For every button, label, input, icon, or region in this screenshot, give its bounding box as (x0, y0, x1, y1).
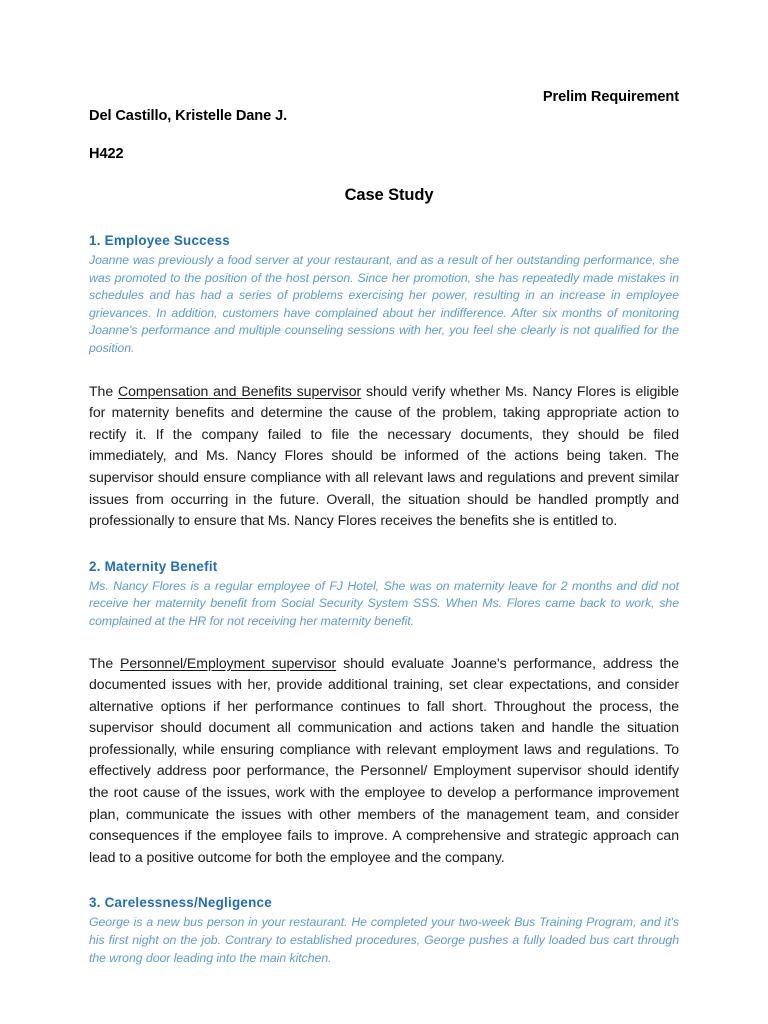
document-content (89, 88, 679, 967)
section-heading-1: 1. Employee Success (89, 233, 230, 248)
page-title: Case Study (344, 186, 434, 204)
section-scenario-2: Ms. Nancy Flores is a regular employee of FJ Hotel, She was on maternity leave for 2 months and did not receive her maternity benefit from Social Security System SSS. When Ms. Flores came back to work, she complained at the HR for not receiving her maternity benefit. (89, 578, 679, 628)
section-response-1 (89, 381, 679, 532)
section-heading-3: 3. Carelessness/Negligence (89, 895, 272, 911)
author-name: Del Castillo, Kristelle Dane J. (89, 108, 288, 124)
section-1 (89, 232, 679, 532)
section-scenario-1: Joanne was previously a food server at your restaurant, and as a result of her outstanding performance, she was promoted to the position of the host person. Since her promotion, she has repeatedly made mistakes in schedules and has had a series of problems exercising her power, resulting in an increase in employee grievances. In addition, customers have complained about her indifference. After six months of monitoring Joanne's performance and multiple counseling sessions with her, you feel she clearly is not qualified for the position. (89, 253, 679, 355)
response-rest-1: should verify whether Ms. Nancy Flores is eligible for maternity benefits and determine the cause of the problem, taking appropriate action to rectify it. If the company failed to file the necessary documents, they should be filed immediately, and Ms. Nancy Flores should be informed of the actions being taken. The supervisor should ensure compliance with all relevant laws and regulations and prevent similar issues from occurring in the future. Overall, the situation should be handled promptly and professionally to ensure that Ms. Nancy Flores receives the benefits she is entitled to. (89, 382, 679, 529)
section-scenario-3: George is a new bus person in your restaurant. He completed your two-week Bus Training Program, and it's his first night on the job. Contrary to established procedures, George pushes a fully loaded bus cart through the wrong door leading into the main kitchen. (89, 915, 679, 965)
section-3 (89, 894, 679, 967)
header-row (89, 88, 679, 183)
author-block (89, 88, 287, 183)
section-heading-2: 2. Maternity Benefit (89, 558, 218, 574)
requirement-label: Prelim Requirement (542, 89, 679, 105)
section-response-2 (89, 653, 679, 869)
document-header (89, 88, 679, 206)
response-lead-2: The (89, 654, 121, 671)
author-course-code: H422 (89, 146, 124, 162)
response-emphasis-2: Personnel/Employment supervisor (120, 654, 337, 671)
response-lead-1: The (89, 382, 118, 399)
section-2 (89, 558, 679, 869)
response-emphasis-1: Compensation and Benefits supervisor (117, 382, 362, 399)
response-rest-2: should evaluate Joanne's performance, address the documented issues with her, provide additional training, set clear expectations, and consider alternative options if her performance continues to fall short. Throughout the process, the supervisor should document all communication and actions taken and handle the situation professionally, while ensuring compliance with relevant employment laws and regulations. To effectively address poor performance, the Personnel/ Employment supervisor should identify the root cause of the issues, work with the employee to develop a performance improvement plan, communicate the issues with other members of the management team, and consider consequences if the employee fails to improve. A comprehensive and strategic approach can lead to a positive outcome for both the employee and the company. (89, 654, 679, 865)
